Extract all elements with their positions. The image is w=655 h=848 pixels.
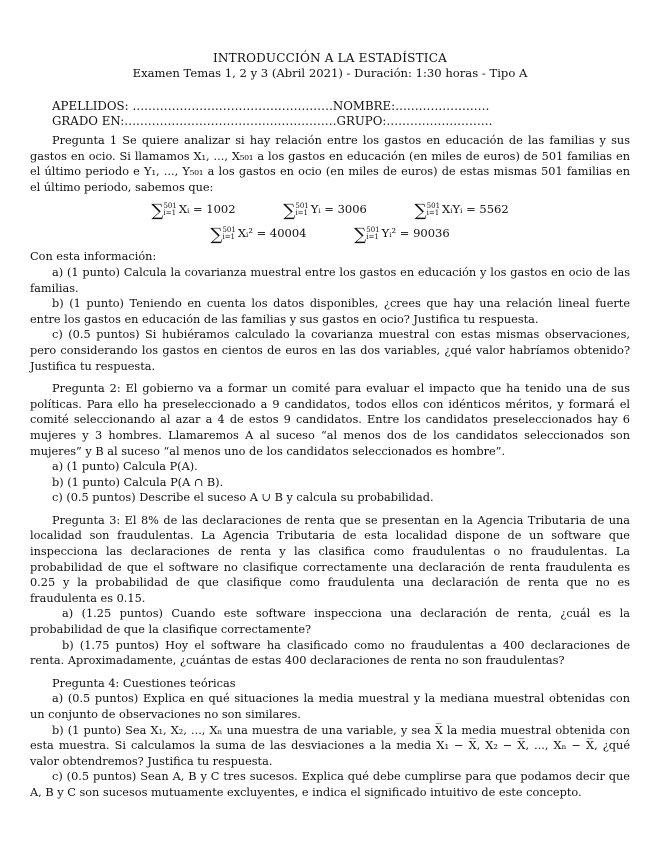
question-2b: b) (1 punto) Calcula P(A ∩ B). [52,475,224,489]
sum-x2: Xᵢ² = 40004 [237,226,307,241]
question-3-text: Pregunta 3: El 8% de las declaraciones de renta que se presentan en la Agencia Tributaria de una localidad son fraudulentas. La Agencia Tributaria de esta localidad dispone de un software que inspecciona las declaraciones de renta y las clasifica como fraudulentas o no fraudulentas. La probabilidad de que el software no clasifique correctamente una declaración de renta fraudulenta es 0.25 y la probabilidad de que clasifique como fraudulenta una declaración de renta que no es fraudulenta es 0.15. [30,513,630,605]
question-4b: b) (1 punto) Sea X₁, X₂, ..., Xₙ una muestra de una variable, y sea X̅ la media muestral obtenida con esta muestra. Si calculamos la suma de las desviaciones a la media X₁ − X̅, X₂ − X̅, ..., Xₙ − X̅, ¿qué valor obtendremos? Justifica tu respuesta. [30,723,630,768]
grado-grupo-line: GRADO EN:………………………………………………GRUPO:……………………… [52,114,493,128]
exam-title: INTRODUCCIÓN A LA ESTADÍSTICA [212,51,447,65]
apellidos-nombre-line: APELLIDOS: ……………………………………………NOMBRE:…………………… [52,99,490,113]
question-1a: a) (1 punto) Calcula la covarianza muestral entre los gastos en educación y los gastos en ocio de las familias. [30,265,630,295]
sums-row-1: ∑501 i=1 Xᵢ = 1002 ∑501 i=1 Yᵢ = 3006 ∑501 i=1 XᵢYᵢ = 5562 [151,201,509,222]
question-4c: c) (0.5 puntos) Sean A, B y C tres sucesos. Explica qué debe cumplirse para que podamos decir que A, B y C son sucesos mutuamente excluyentes, e indica el significado intuitivo de este concepto. [30,770,630,799]
sum-y: Yᵢ = 3006 [310,202,367,217]
question-3 [30,513,630,669]
question-1-intro: Con esta información: [30,250,157,264]
question-3b: b) (1.75 puntos) Hoy el software ha clasificado como no fraudulentas a 400 declaraciones de renta. Aproximadamente, ¿cuántas de estas 400 declaraciones de renta no son fraudulentas? [30,638,630,668]
question-2-text: Pregunta 2: El gobierno va a formar un comité para evaluar el impacto que ha tenido una de sus políticas. Para ello ha preseleccionado a 9 candidatos, todos ellos con idénticos méritos, y formará el comité seleccionando al azar a 4 de estos 9 candidatos. Entre los candidatos preseleccionados hay 6 mujeres y 3 hombres. Llamaremos A al suceso “al menos dos de los candidatos seleccionados son mujeres” y B al suceso “al menos uno de los candidatos seleccionados es hombre”. [30,382,630,458]
question-3a: a) (1.25 puntos) Cuando este software inspecciona una declaración de renta, ¿cuál es la probabilidad de que la clasifique correctamente? [30,607,630,637]
question-4a: a) (0.5 puntos) Explica en qué situaciones la media muestral y la mediana muestral obtenidas con un conjunto de observaciones no son similares. [30,692,630,721]
exam-page [30,50,630,801]
sum-xy: XᵢYᵢ = 5562 [442,202,509,217]
question-1 [30,133,630,374]
exam-subtitle: Examen Temas 1, 2 y 3 (Abril 2021) - Duración: 1:30 horas - Tipo A [132,66,528,80]
question-1-text: Pregunta 1 Se quiere analizar si hay relación entre los gastos en educación de las familias y sus gastos en ocio. Si llamamos X₁, ..., X₅₀₁ a los gastos en educación (en miles de euros) de 501 familias en el último periodo e Y₁, ..., Y₅₀₁ a los gastos en ocio (en miles de euros) de estas mismas 501 familias en el último periodo, sabemos que: [30,134,630,194]
question-2c: c) (0.5 puntos) Describe el suceso A ∪ B y calcula su probabilidad. [52,491,434,505]
question-2a: a) (1 punto) Calcula P(A). [52,460,198,474]
question-1b: b) (1 punto) Teniendo en cuenta los datos disponibles, ¿crees que hay una relación lineal fuerte entre los gastos en educación de las familias y sus gastos en ocio? Justifica tu respuesta. [30,297,630,326]
question-1c: c) (0.5 puntos) Si hubiéramos calculado la covarianza muestral con estas mismas observaciones, pero considerando los gastos en cientos de euros en las dos variables, ¿qué valor habríamos obtenido? Justifica tu respuesta. [30,328,630,373]
sum-y2: Yᵢ² = 90036 [381,226,450,241]
sums-row-2: ∑501 i=1 Xᵢ² = 40004 ∑501 i=1 Yᵢ² = 90036 [210,225,450,246]
student-fields [52,99,630,129]
question-2 [30,381,630,506]
sum-x: Xᵢ = 1002 [178,202,236,217]
question-4 [30,676,630,801]
question-4-text: Pregunta 4: Cuestiones teóricas [52,676,236,690]
